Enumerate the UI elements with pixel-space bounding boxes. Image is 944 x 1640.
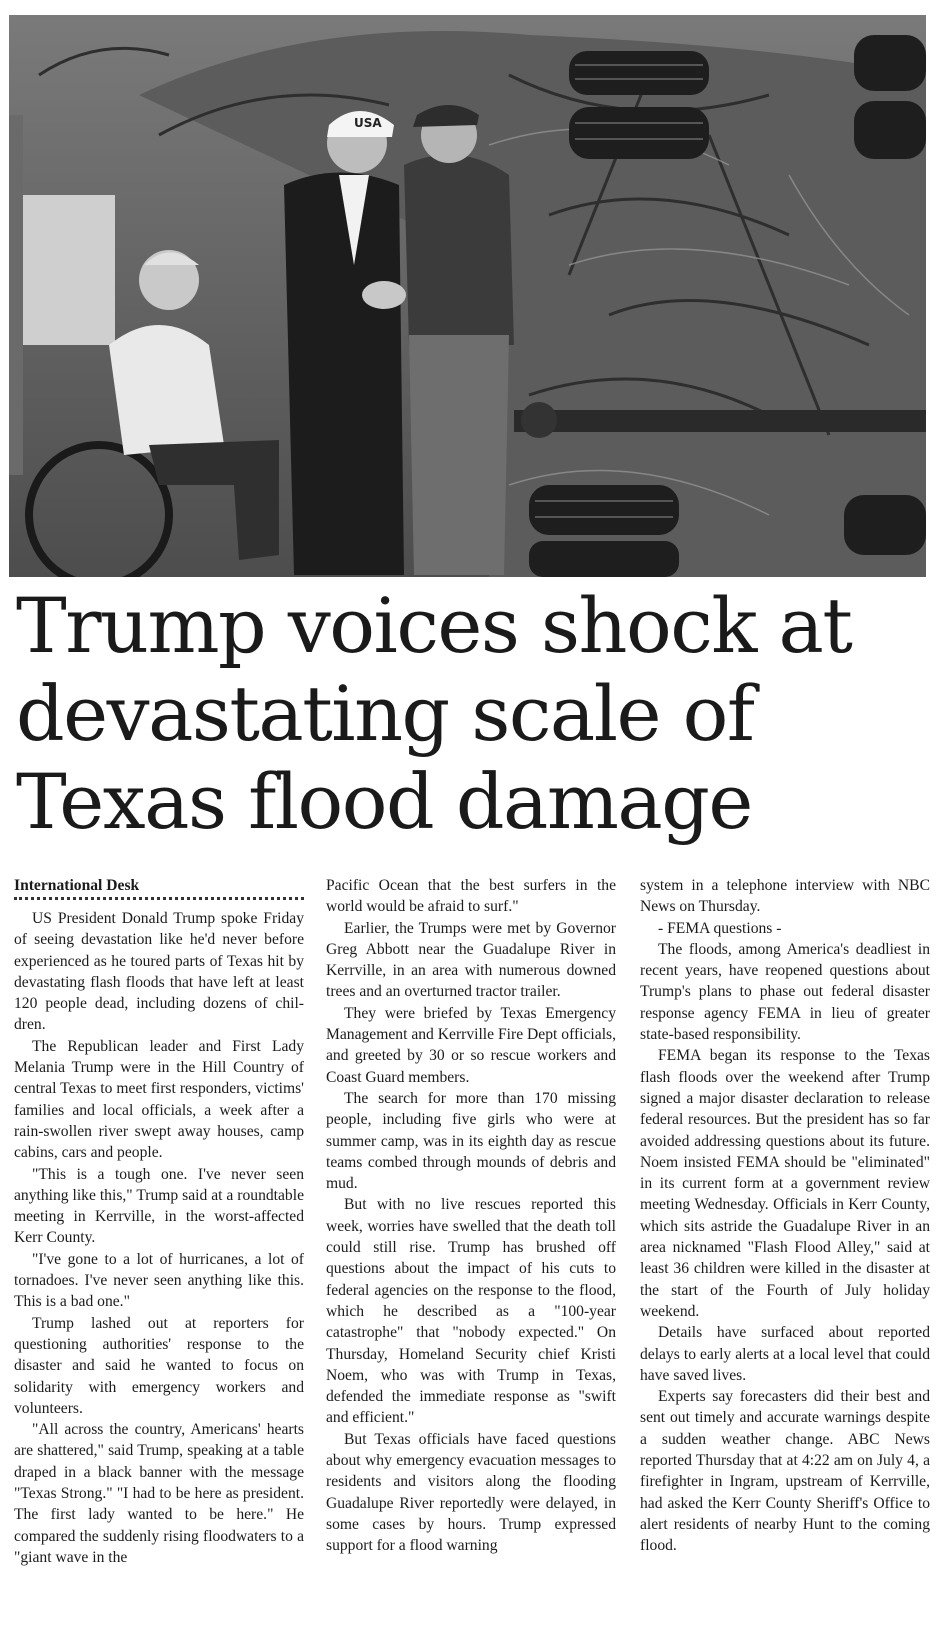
- paragraph: US President Donald Trump spoke Friday of seeing devastation like he'd never before experienced as he toured parts of Texas hit by devastating flash floods that have left at least 120 people dead, including dozens of children.: [14, 910, 304, 1034]
- article-column-2: [326, 875, 616, 1635]
- desk-label: International Desk: [14, 877, 140, 894]
- news-photo: [9, 15, 926, 577]
- headline: Trump voices shock at devastating scale of Texas flood damage: [16, 581, 852, 846]
- article-column-3: [640, 875, 930, 1635]
- paragraph: Details have surfaced about reported delays to early alerts at a local level that could have saved lives.: [640, 1324, 930, 1384]
- paragraph: Trump lashed out at reporters for questioning authorities' response to the disaster and said he wanted to focus on solidarity with emergency workers and volunteers.: [14, 1314, 304, 1417]
- news-photo-icon: [9, 15, 926, 577]
- paragraph: "This is a tough one. I've never seen anything like this," Trump said at a roundtable meeting in Kerrville, in the worst-affected Kerr County.: [14, 1165, 304, 1247]
- paragraph: FEMA began its response to the Texas flash floods over the weekend after Trump signed a major disaster declaration to release federal resources. But the president has so far avoided addressing questions about its future. Noem insisted FEMA should be "eliminated" in its current form at a government review meeting Wednesday. Officials in Kerr County, which sits astride the Guadalupe River in an area nicknamed "Flash Flood Alley," said at least 36 children were killed in the disaster at the start of the Fourth of July holiday weekend.: [640, 1047, 930, 1320]
- paragraph: Pacific Ocean that the best surfers in the world would be afraid to surf.": [326, 877, 616, 916]
- paragraph: Experts say forecasters did their best and sent out timely and accurate warnings despite a sudden weather change. ABC News reported Thursday that at 4:22 am on July 4, a firefighter in Ingram, upstream of Kerrville, had asked the Kerr County Sheriff's Office to alert residents of nearby Hunt to the coming flood.: [640, 1388, 930, 1555]
- paragraph: Earlier, the Trumps were met by Governor Greg Abbott near the Guadalupe River in Kerrville, in an area with numerous downed trees and an overturned tractor trailer.: [326, 919, 616, 1001]
- paragraph: But with no live rescues reported this week, worries have swelled that the death toll could still rise. Trump has brushed off questions about the impact of his cuts to federal agencies on the response to the flood, which he described as a "100-year catastrophe" that "nobody expected." On Thursday, Homeland Security chief Kristi Noem, who was with Trump in Texas, defended the immediate response as "swift and efficient.": [326, 1196, 616, 1427]
- paragraph: The search for more than 170 missing people, including five girls who were at summer camp, was in its eighth day as rescue teams combed through mounds of debris and mud.: [326, 1089, 616, 1193]
- dotted-divider: [14, 897, 304, 900]
- paragraph: The Republican leader and First Lady Melania Trump were in the Hill Country of central Texas to meet first responders, victims' families and local officials, a week after a rain-swollen river swept away houses, camp cabins, cars and people.: [14, 1037, 304, 1162]
- paragraph: The floods, among America's deadliest in recent years, have reopened questions about Trump's plans to phase out federal disaster response agency FEMA in lieu of greater state-based responsibility.: [640, 940, 930, 1044]
- article-column-1: [14, 875, 304, 1635]
- paragraph: "All across the country, Americans' hearts are shattered," said Trump, speaking at a table draped in a black banner with the message "Texas Strong." "I had to be here as president. The first lady wanted to be here." He compared the suddenly rising floodwaters to a "giant wave in the: [14, 1421, 304, 1566]
- section-subhead: - FEMA questions -: [658, 919, 782, 937]
- paragraph: "I've gone to a lot of hurricanes, a lot of tornadoes. I've never seen anything like this. This is a bad one.": [14, 1250, 304, 1311]
- paragraph: But Texas officials have faced questions about why emergency evacuation messages to residents and visitors along the flooding Guadalupe River reportedly were delayed, in some cases by hours. Trump expressed support for a flood warning: [326, 1430, 616, 1555]
- paragraph: They were briefed by Texas Emergency Management and Kerrville Fire Dept officials, and greeted by 30 or so rescue workers and Coast Guard members.: [326, 1004, 616, 1086]
- cap-text: USA: [354, 116, 382, 130]
- paragraph: system in a telephone interview with NBC News on Thursday.: [640, 877, 930, 916]
